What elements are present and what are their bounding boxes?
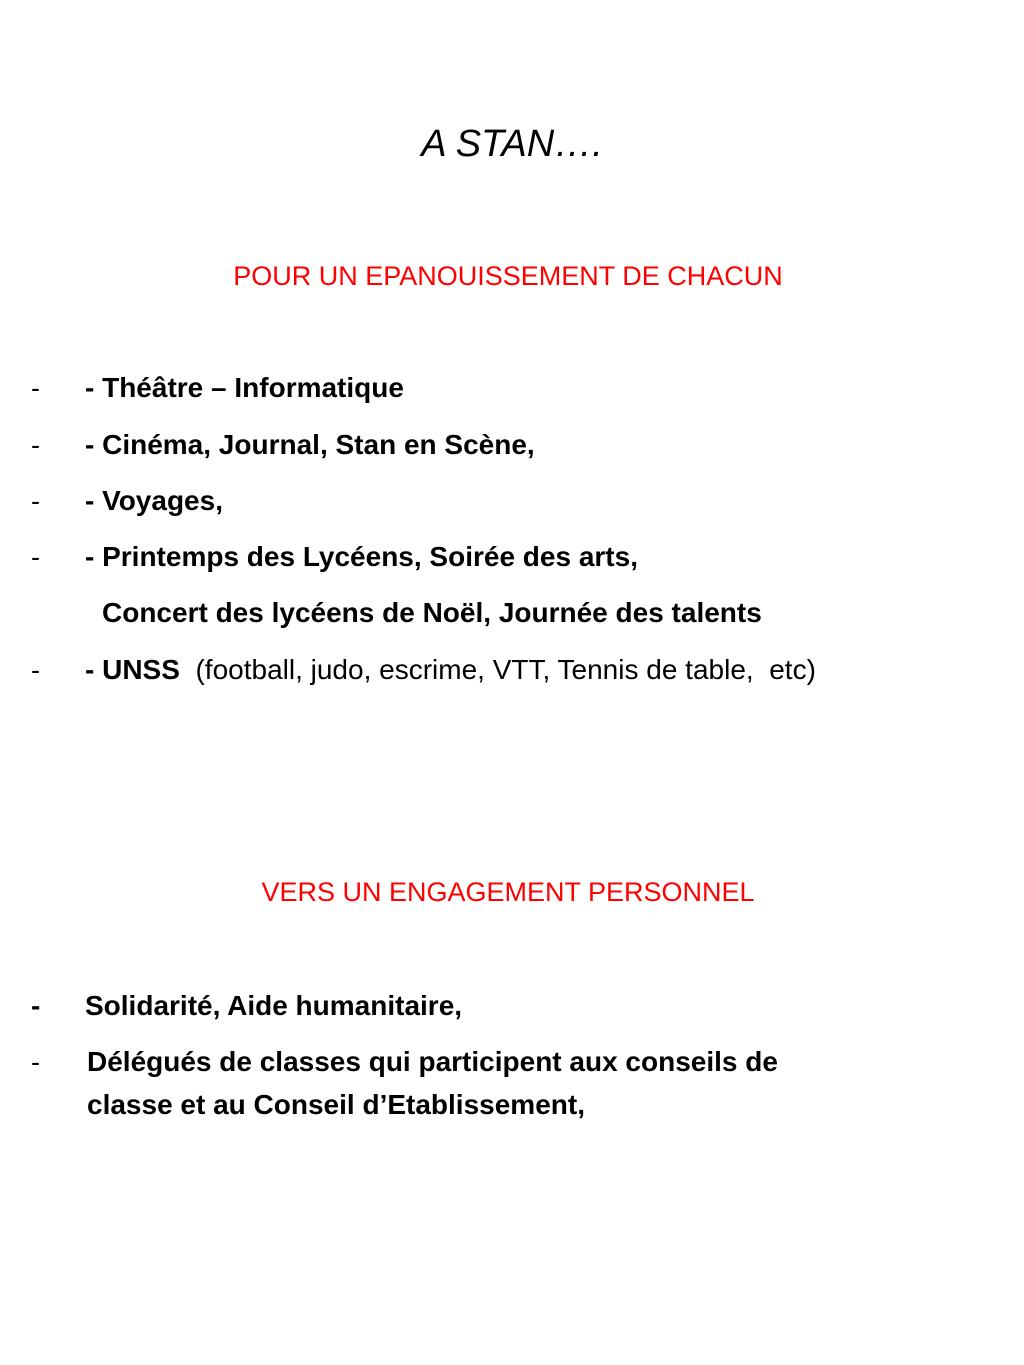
section-heading-engagement: VERS UN ENGAGEMENT PERSONNEL bbox=[261, 877, 755, 907]
list-item-concert: Concert des lycéens de Noël, Journée des talents bbox=[102, 597, 762, 628]
list-dash: - bbox=[31, 655, 40, 685]
list-item-delegues-line1: Délégués de classes qui participent aux conseils de bbox=[87, 1046, 778, 1077]
unss-details: (football, judo, escrime, VTT, Tennis de table, etc) bbox=[179, 654, 816, 685]
list-item-delegues-line2: classe et au Conseil d’Etablissement, bbox=[87, 1089, 585, 1120]
list-item-unss bbox=[85, 652, 816, 688]
list-item-printemps: - Printemps des Lycéens, Soirée des arts, bbox=[85, 541, 638, 572]
unss-label: - UNSS bbox=[85, 654, 180, 685]
list-dash: - bbox=[31, 542, 40, 572]
list-item-solidarite: Solidarité, Aide humanitaire, bbox=[85, 990, 463, 1021]
list-dash: - bbox=[31, 430, 40, 460]
list-dash: - bbox=[31, 486, 40, 516]
section-heading-epanouissement: POUR UN EPANOUISSEMENT DE CHACUN bbox=[233, 261, 783, 291]
list-item-theatre: - Théâtre – Informatique bbox=[85, 372, 404, 403]
list-dash: - bbox=[31, 1047, 40, 1077]
list-item-voyages: - Voyages, bbox=[85, 485, 223, 516]
page-title: A STAN…. bbox=[421, 123, 603, 165]
list-dash: - bbox=[31, 373, 40, 403]
list-dash: - bbox=[31, 990, 41, 1021]
list-item-cinema: - Cinéma, Journal, Stan en Scène, bbox=[85, 429, 535, 460]
